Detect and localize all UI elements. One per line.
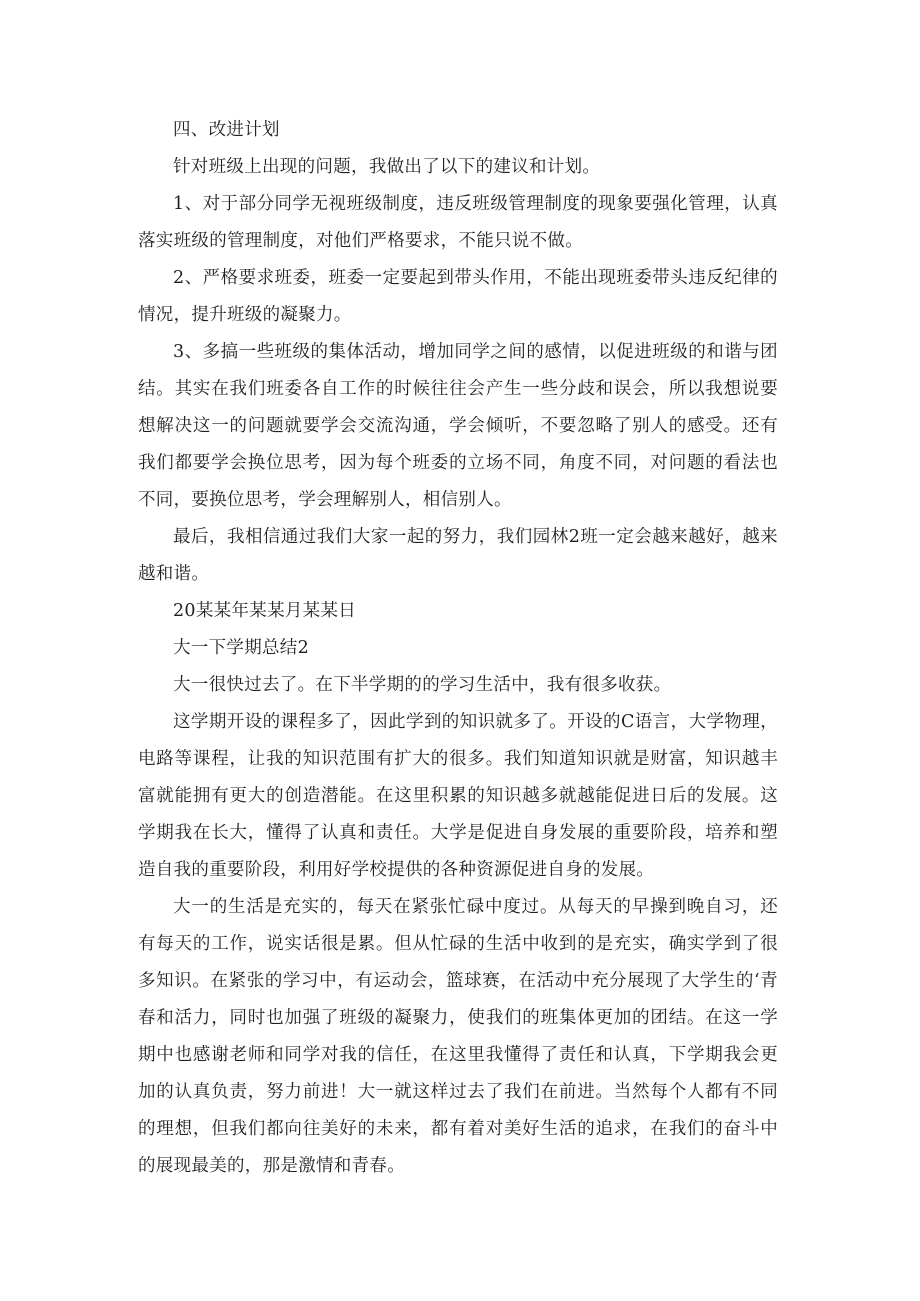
intro-paragraph: 针对班级上出现的问题，我做出了以下的建议和计划。	[173, 157, 601, 177]
date-line: 20某某年某某月某某日	[173, 601, 357, 621]
summary-intro-paragraph: 大一很快过去了。在下半学期的的学习生活中，我有很多收获。	[173, 675, 672, 695]
plan-item-1: 1、对于部分同学无视班级制度，违反班级管理制度的现象要强化管理，认真落实班级的管理制度，对他们严格要求，不能只说不做。	[138, 194, 778, 251]
section-heading-improvement-plan: 四、改进计划	[173, 120, 280, 140]
life-paragraph: 大一的生活是充实的，每天在紧张忙碌中度过。从每天的早操到晚自习，还有每天的工作，说实话很是累。但从忙碌的生活中收到的是充实，确实学到了很多知识。在紧张的学习中，有运动会，篮球赛，在活动中充分展现了大学生的‘青春和活力，同时也加强了班级的凝聚力，使我们的班集体更加的团结。在这一学期中也感谢老师和同学对我的信任，在这里我懂得了责任和认真，下学期我会更加的认真负责，努力前进！大一就这样过去了我们在前进。当然每个人都有不同的理想，但我们都向往美好的未来，都有着对美好生活的追求，在我们的奋斗中的展现最美的，那是激情和青春。	[138, 897, 778, 1176]
plan-item-3: 3、多搞一些班级的集体活动，增加同学之间的感情，以促进班级的和谐与团结。其实在我们班委各自工作的时候往往会产生一些分歧和误会，所以我想说要想解决这一的问题就要学会交流沟通，学会倾听，不要忽略了别人的感受。还有我们都要学会换位思考，因为每个班委的立场不同，角度不同，对问题的看法也不同，要换位思考，学会理解别人，相信别人。	[138, 342, 778, 510]
plan-item-2: 2、严格要求班委，班委一定要起到带头作用，不能出现班委带头违反纪律的情况，提升班级的凝聚力。	[138, 268, 778, 325]
section-title-summary-2: 大一下学期总结2	[173, 638, 310, 658]
courses-paragraph: 这学期开设的课程多了，因此学到的知识就多了。开设的C语言，大学物理，电路等课程，让我的知识范围有扩大的很多。我们知道知识就是财富，知识越丰富就能拥有更大的创造潜能。在这里积累的知识越多就越能促进日后的发展。这学期我在长大，懂得了认真和责任。大学是促进自身发展的重要阶段，培养和塑造自我的重要阶段，利用好学校提供的各种资源促进自身的发展。	[138, 712, 778, 880]
closing-paragraph: 最后，我相信通过我们大家一起的努力，我们园林2班一定会越来越好，越来越和谐。	[138, 527, 778, 584]
document-body	[138, 112, 778, 1185]
